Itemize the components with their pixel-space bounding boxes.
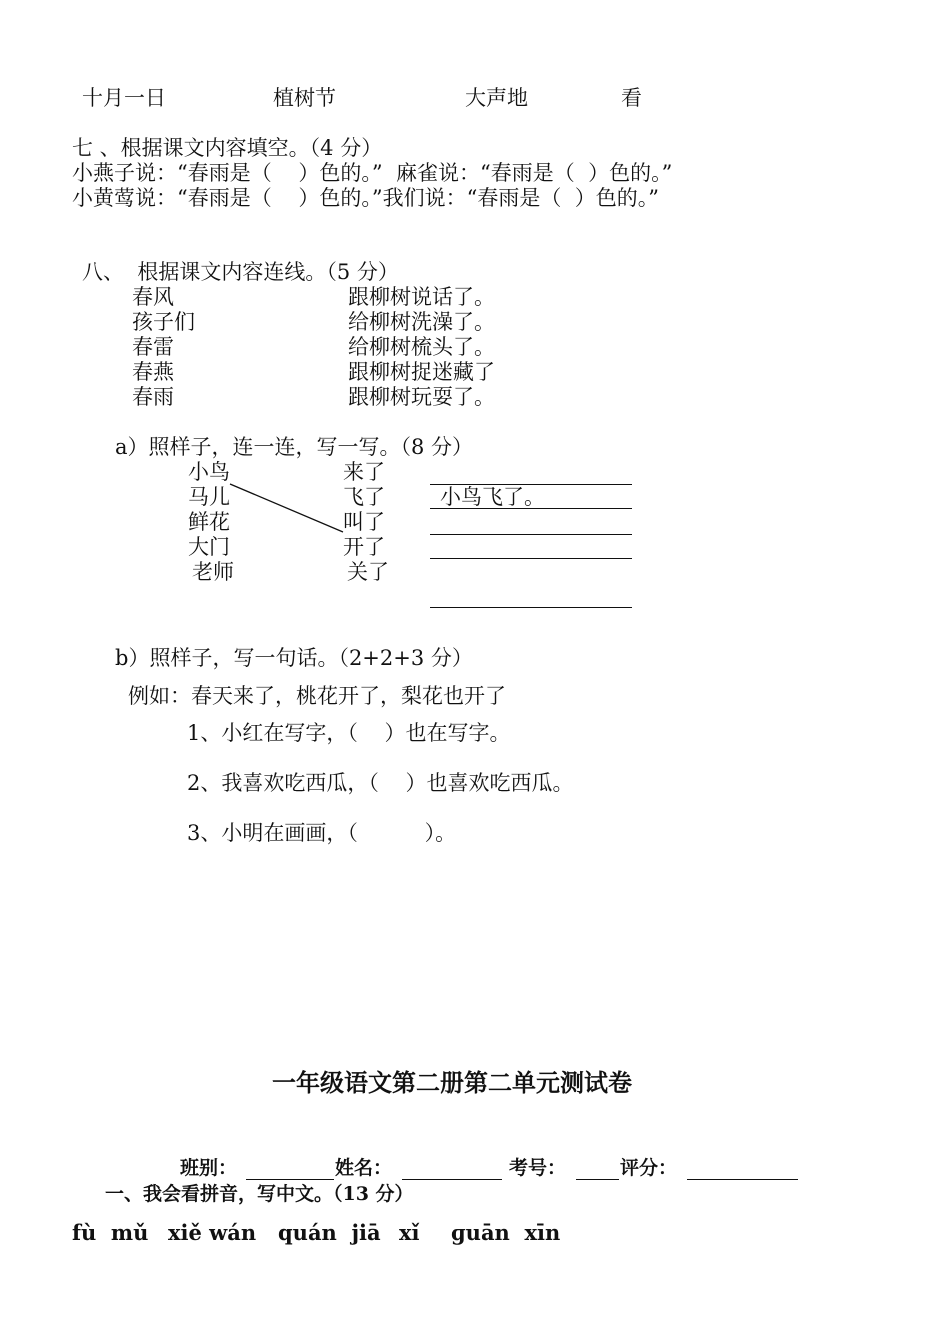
info-name-label: 姓名：	[335, 1157, 393, 1179]
answer-line	[430, 484, 632, 485]
pinyin-item: quán jiā	[278, 1220, 381, 1245]
pinyin-item: xǐ	[399, 1220, 420, 1245]
section7-line2: 小黄莺说：“春雨是（ ）色的。”我们说：“春雨是（ ）色的。”	[72, 186, 659, 210]
question1-title: 一、我会看拼音，写中文。（13 分）	[105, 1183, 414, 1205]
match-right-item: 给柳树梳头了。	[348, 335, 495, 359]
part-a-left-item: 老师	[192, 560, 234, 584]
part-a-left-item: 小鸟	[188, 460, 230, 484]
info-class-label: 班别：	[180, 1157, 238, 1179]
match-right-item: 给柳树洗澡了。	[348, 310, 495, 334]
answer-line	[430, 508, 632, 509]
part-b-item: 3、小明在画画，（ ）。	[187, 821, 457, 845]
example-answer: 小鸟飞了。	[440, 485, 545, 509]
part-a-right-item: 开了	[343, 535, 385, 559]
info-name-blank	[402, 1179, 502, 1180]
match-right-item: 跟柳树玩耍了。	[348, 385, 495, 409]
part-b-example: 例如：春天来了，桃花开了，梨花也开了	[128, 684, 506, 708]
match-left-item: 孩子们	[132, 310, 195, 334]
info-number-blank	[576, 1179, 619, 1180]
pinyin-item: ɡuān xīn	[451, 1220, 561, 1245]
word-kan: 看	[621, 86, 642, 110]
part-a-left-item: 鲜花	[188, 510, 230, 534]
answer-line	[430, 607, 632, 608]
word-shiyueyiri: 十月一日	[82, 86, 166, 110]
part-a-title: a）照样子，连一连，写一写。（8 分）	[115, 435, 474, 459]
part-a-right-item: 飞了	[343, 485, 385, 509]
info-number-label: 考号：	[509, 1157, 567, 1179]
word-dashengdi: 大声地	[465, 86, 528, 110]
info-score-blank	[687, 1179, 798, 1180]
section8-title: 八、 根据课文内容连线。（5 分）	[82, 260, 399, 284]
part-b-item: 2、我喜欢吃西瓜，（ ）也喜欢吃西瓜。	[187, 771, 574, 795]
exam-title: 一年级语文第二册第二单元测试卷	[272, 1068, 632, 1097]
part-a-left-item: 大门	[188, 535, 230, 559]
match-left-item: 春雨	[132, 385, 174, 409]
part-a-right-item: 叫了	[343, 510, 385, 534]
match-right-item: 跟柳树说话了。	[348, 285, 495, 309]
answer-line	[430, 534, 632, 535]
section7-line1: 小燕子说：“春雨是（ ）色的。” 麻雀说：“春雨是（ ）色的。”	[72, 161, 673, 185]
info-score-label: 评分：	[620, 1157, 678, 1179]
match-right-item: 跟柳树捉迷藏了	[348, 360, 495, 384]
answer-line	[430, 558, 632, 559]
pinyin-item: xiě wán	[168, 1220, 257, 1245]
match-left-item: 春风	[132, 285, 174, 309]
part-b-title: b）照样子，写一句话。（2+2+3 分）	[115, 646, 473, 670]
match-left-item: 春燕	[132, 360, 174, 384]
section7-title: 七 、根据课文内容填空。（4 分）	[72, 136, 383, 160]
word-zhishujie: 植树节	[273, 86, 336, 110]
part-a-right-item: 来了	[343, 460, 385, 484]
pinyin-item: fù mǔ	[72, 1220, 149, 1245]
info-class-blank	[246, 1179, 334, 1180]
match-left-item: 春雷	[132, 335, 174, 359]
part-a-right-item: 关了	[347, 560, 389, 584]
part-a-left-item: 马儿	[188, 485, 230, 509]
part-b-item: 1、小红在写字，（ ）也在写字。	[187, 721, 511, 745]
